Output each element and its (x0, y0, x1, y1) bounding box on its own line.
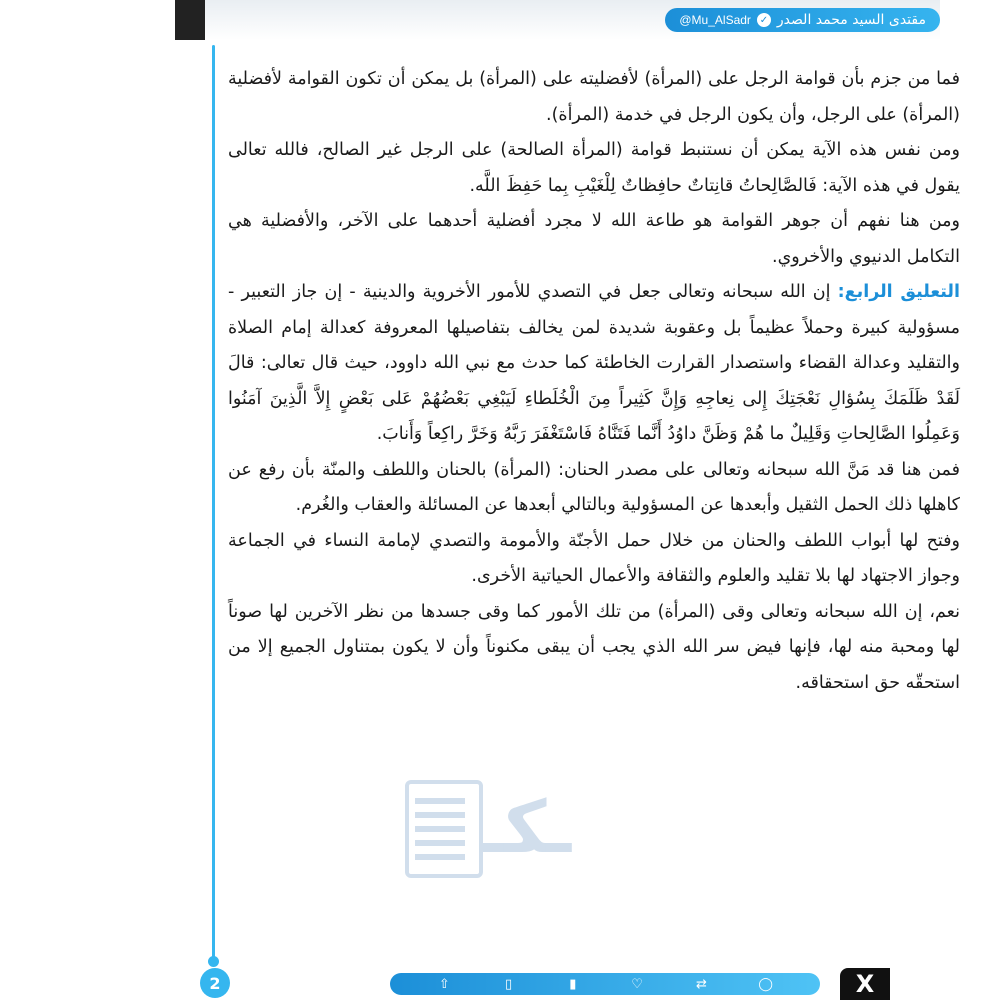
page-number: 2 (200, 968, 230, 998)
watermark-letters: ـكـ (480, 785, 572, 869)
paragraph-6: وفتح لها أبواب اللطف والحنان من خلال حمل الأجنّة والأمومة والتصدي لإمامة النساء في الجماعة وجواز الاجتهاد لها بلا تقليد والعلوم والثقافة والأعمال الحياتية الأخرى. (228, 530, 960, 586)
like-icon[interactable]: ♡ (631, 976, 643, 992)
paragraph-4 (228, 275, 960, 453)
header-bar (205, 0, 1000, 40)
footer (200, 968, 1000, 1000)
x-logo-icon: X (840, 968, 890, 1000)
post-action-bar (390, 973, 820, 995)
article-body (228, 62, 960, 952)
repost-icon[interactable]: ⇄ (695, 976, 707, 992)
comment-label: التعليق الرابع: (837, 282, 960, 302)
paragraph-2: ومن نفس هذه الآية يمكن أن نستنبط قوامة (المرأة الصالحة) على الرجل غير الصالح، فالله تعالى يقول في هذه الآية: فَالصَّالِحاتُ قانِتاتٌ حافِظاتٌ لِلْغَيْبِ بِما حَفِظَ اللَّه. (228, 140, 960, 196)
paragraph-7: نعم، إن الله سبحانه وتعالى وقى (المرأة) من تلك الأمور كما وقى جسدها من نظر الآخرين لها صوناً لها ومحبة منه لها، فإنها فيض سر الله الذي يجب أن يبقى مكنوناً وأن لا يكون بمتناول الجميع إلا من استحقّه حق استحقاقه. (228, 601, 960, 693)
left-margin (0, 0, 175, 1000)
account-handle: @Mu_AlSadr (679, 13, 751, 27)
footer-blank (890, 968, 1000, 1000)
side-accent-dot (208, 956, 219, 967)
account-badge[interactable] (665, 8, 940, 32)
paragraph-3: ومن هنا نفهم أن جوهر القوامة هو طاعة الله لا مجرد أفضلية أحدهما على الآخر، والأفضلية هي التكامل الدنيوي والأخروي. (228, 211, 960, 267)
views-icon[interactable]: ▮ (569, 976, 577, 992)
side-accent-line (212, 45, 215, 965)
verified-icon: ✓ (757, 13, 771, 27)
bookmark-icon[interactable]: ▯ (504, 976, 513, 992)
paragraph-5: فمن هنا قد مَنَّ الله سبحانه وتعالى على مصدر الحنان: (المرأة) بالحنان واللطف والمنّة بأن رفع عن كاهلها ذلك الحمل الثقيل وأبعدها عن المسؤولية وبالتالي أبعدها عن المسائلة والعقاب والغُرم. (228, 459, 960, 515)
reply-icon[interactable]: ◯ (758, 976, 773, 992)
header-tail (940, 0, 1000, 40)
account-name: مقتدى السيد محمد الصدر (776, 12, 926, 28)
paragraph-1: فما من جزم بأن قوامة الرجل على (المرأة) لأفضليته على (المرأة) بل يمكن أن تكون القوامة لأفضلية (المرأة) على الرجل، وأن يكون الرجل في خدمة (المرأة). (228, 69, 960, 125)
corner-decoration (175, 0, 205, 40)
share-icon[interactable]: ⇧ (438, 976, 450, 992)
paragraph-4-text: إن الله سبحانه وتعالى جعل في التصدي للأمور الأخروية والدينية - إن جاز التعبير - مسؤولية كبيرة وحملاً عظيماً بل وعقوبة شديدة لمن يخالف بتفاصيلها المعروفة كعدالة إمام الصلاة والتقليد وعدالة القضاء واستصدار القرارت الخاطئة كما حدث مع نبي الله داوود، حيث قال تعالى: قالَ لَقَدْ ظَلَمَكَ بِسُؤالِ نَعْجَتِكَ إِلى نِعاجِهِ وَإِنَّ كَثِيراً مِنَ الْخُلَطاءِ لَيَبْغِي بَعْضُهُمْ عَلى بَعْضٍ إِلاَّ الَّذِينَ آمَنُوا وَعَمِلُوا الصَّالِحاتِ وَقَلِيلٌ ما هُمْ وَظَنَّ داوُدُ أَنَّما فَتَنَّاهُ فَاسْتَغْفَرَ رَبَّهُ وَخَرَّ راكِعاً وَأَنابَ. (228, 282, 960, 444)
